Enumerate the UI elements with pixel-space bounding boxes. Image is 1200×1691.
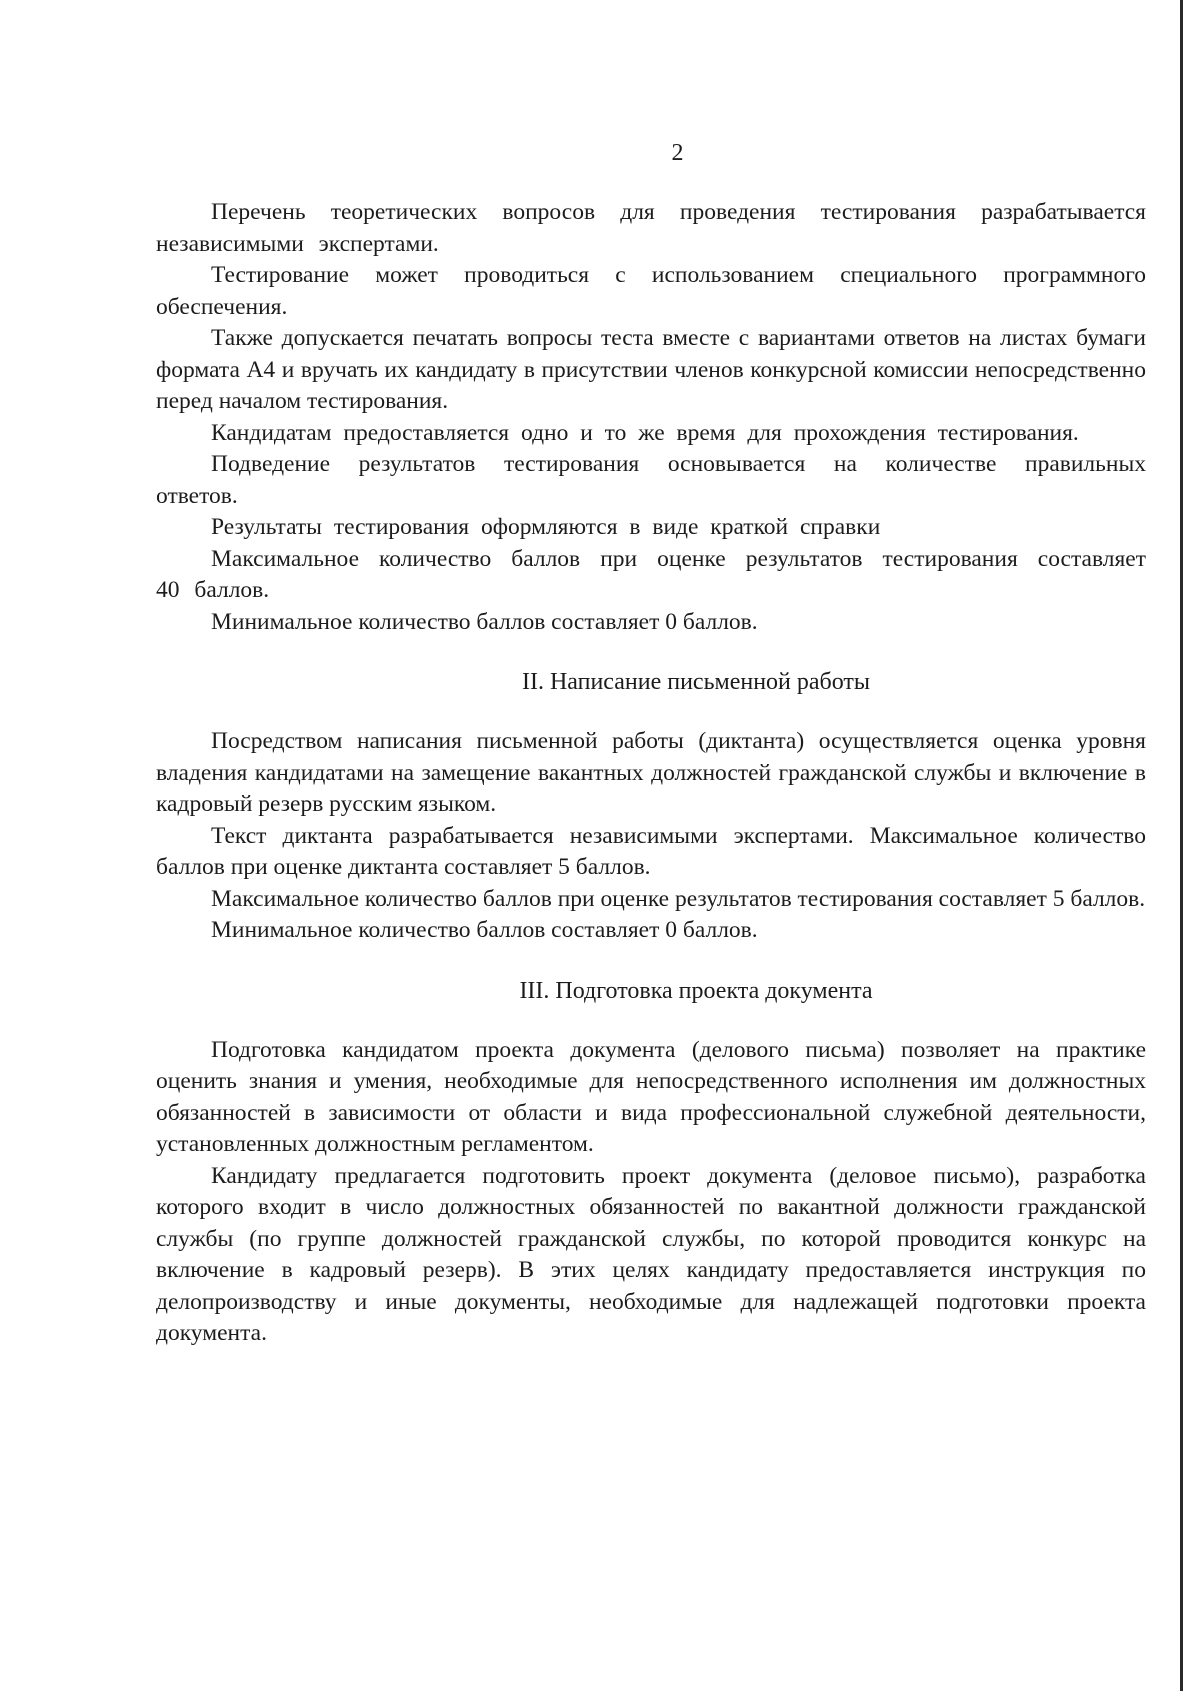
paragraph: Кандидатам предоставляется одно и то же время для прохождения тестирования. xyxy=(211,419,1079,446)
document-body xyxy=(156,197,1146,1350)
paragraph: Посредством написания письменной работы (диктанта) осуществляется оценка уровня владения кандидатами на замещение вакантных должностей гражданской службы и включение в кадровый резерв русским языком. xyxy=(156,728,1146,817)
paragraph: Подготовка кандидатом проекта документа (делового письма) позволяет на практике оценить знания и умения, необходимые для непосредственного исполнения им должностных обязанностей в зависимости от области и вида профессиональной служебной деятельности, установленных должностным регламентом. xyxy=(156,1036,1146,1157)
paragraph: Тестирование может проводиться с использованием специального программного обеспечения. xyxy=(156,262,1146,320)
paragraph: Максимальное количество баллов при оценке результатов тестирования составляет 40 баллов. xyxy=(156,545,1146,603)
paragraph: Кандидату предлагается подготовить проект документа (деловое письмо), разработка которого входит в число должностных обязанностей по вакантной должности гражданской службы (по группе должностей гражданской службы, по которой проводится конкурс на включение в кадровый резерв). В этих целях кандидату предоставляется инструкция по делопроизводству и иные документы, необходимые для надлежащей подготовки проекта документа. xyxy=(156,1162,1146,1346)
section-heading-document: III. Подготовка проекта документа xyxy=(519,977,873,1004)
section-heading-writing: II. Написание письменной работы xyxy=(521,669,871,695)
paragraph: Результаты тестирования оформляются в виде краткой справки xyxy=(211,514,881,540)
paragraph: Минимальное количество баллов составляет 0 баллов. xyxy=(211,608,758,635)
page-number: 2 xyxy=(671,140,684,166)
paragraph: Максимальное количество баллов при оценке результатов тестирования составляет 5 баллов. xyxy=(211,885,1146,912)
paragraph: Перечень теоретических вопросов для проведения тестирования разрабатывается независимыми экспертами. xyxy=(156,199,1146,257)
paragraph: Минимальное количество баллов составляет 0 баллов. xyxy=(211,917,758,943)
paragraph: Текст диктанта разрабатывается независимыми экспертами. Максимальное количество баллов при оценке диктанта составляет 5 баллов. xyxy=(156,822,1146,880)
scan-edge-line xyxy=(1180,0,1183,1691)
paragraph: Подведение результатов тестирования основывается на количестве правильных ответов. xyxy=(156,451,1146,509)
paragraph: Также допускается печатать вопросы теста вместе с вариантами ответов на листах бумаги формата А4 и вручать их кандидату в присутствии членов конкурсной комиссии непосредственно перед началом тестирования. xyxy=(156,325,1146,414)
